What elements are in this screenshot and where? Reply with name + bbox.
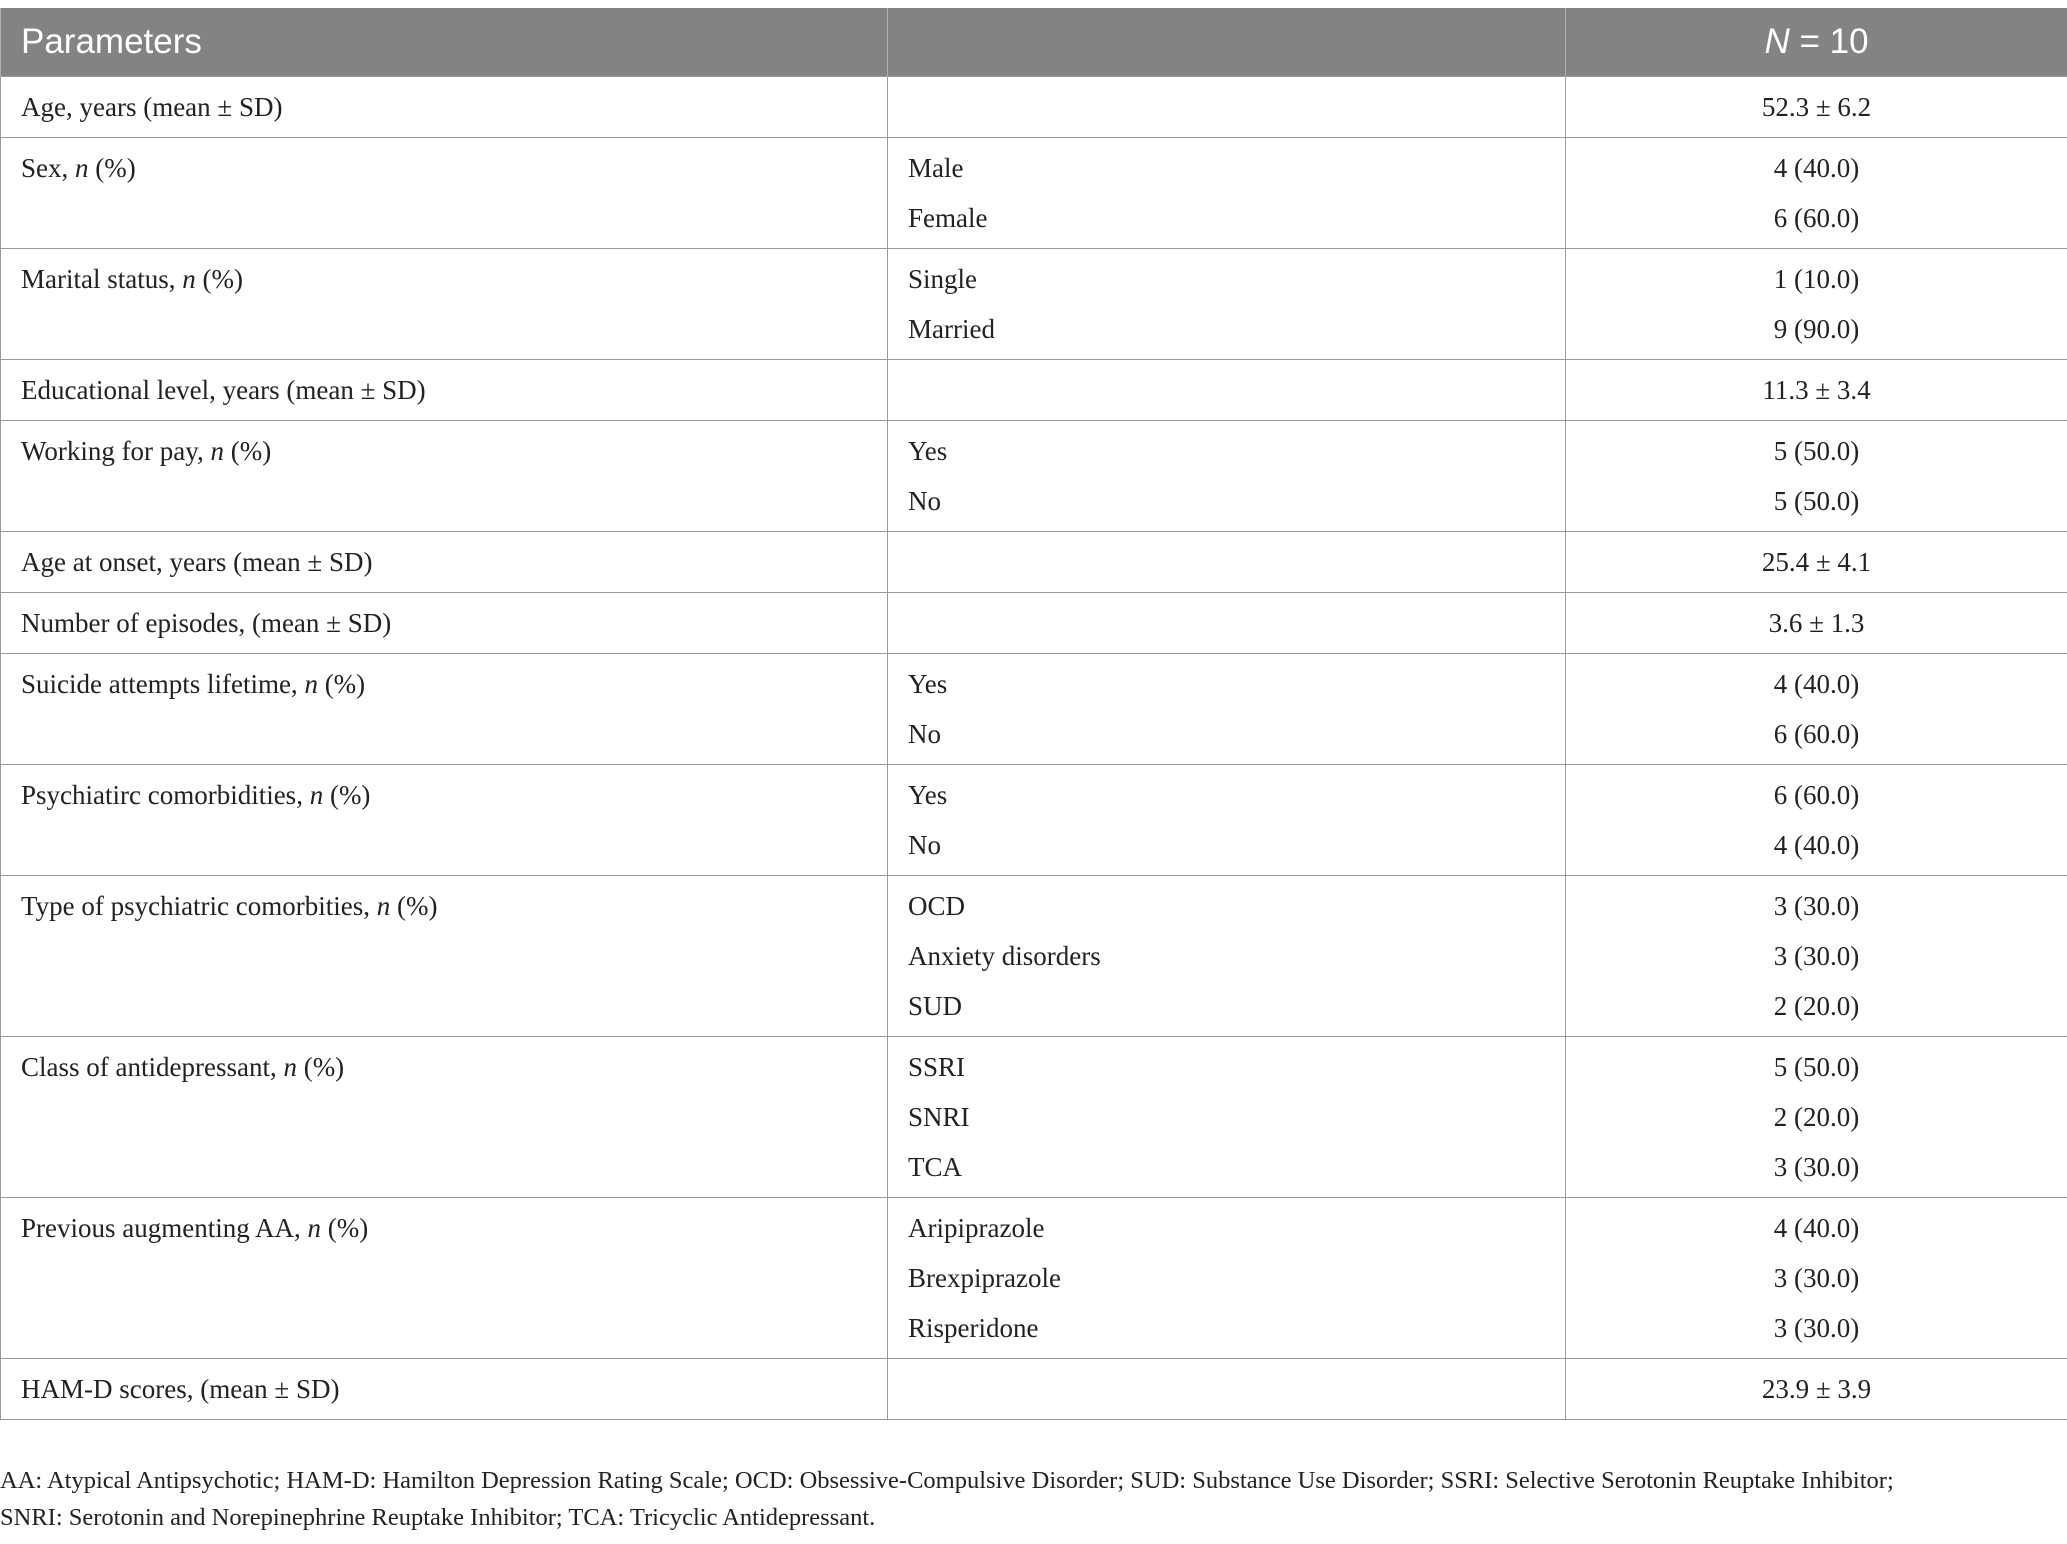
table-row bbox=[1, 875, 2067, 1036]
parameter-label bbox=[21, 593, 867, 653]
parameter-label-n: n bbox=[304, 668, 318, 699]
parameter-label bbox=[21, 532, 867, 592]
value-text: 4 (40.0) bbox=[1773, 1212, 1860, 1243]
category-label: Brexpiprazole bbox=[908, 1262, 1061, 1293]
parameter-label-n: n bbox=[283, 1051, 297, 1082]
parameter-label bbox=[21, 1359, 867, 1419]
parameter-label-unit: (%) bbox=[323, 779, 371, 810]
category-label: SSRI bbox=[908, 1051, 966, 1082]
category-cell bbox=[888, 592, 1566, 653]
parameter-label-unit: (%) bbox=[88, 152, 136, 183]
value-text: 5 (50.0) bbox=[1773, 1051, 1860, 1082]
parameter-cell bbox=[1, 76, 888, 137]
footnote-line-2: SNRI: Serotonin and Norepinephrine Reuptake Inhibitor; TCA: Tricyclic Antidepressant. bbox=[0, 1504, 876, 1531]
value-text: 9 (90.0) bbox=[1773, 313, 1860, 344]
table-body bbox=[1, 76, 2067, 1419]
category-label: Yes bbox=[908, 668, 948, 699]
parameter-label bbox=[21, 143, 867, 193]
footnote-line-1: AA: Atypical Antipsychotic; HAM-D: Hamilton Depression Rating Scale; OCD: Obsessive-Compulsive Disorder; SUD: Substance Use Disorder; SSRI: Selective Serotonin Reuptake Inhibitor; bbox=[0, 1467, 1894, 1494]
parameter-cell bbox=[1, 875, 888, 1036]
category-label: Anxiety disorders bbox=[908, 940, 1101, 971]
category-label: SNRI bbox=[908, 1101, 970, 1132]
category-cell bbox=[888, 420, 1566, 531]
parameter-label bbox=[21, 360, 867, 420]
category-label bbox=[908, 360, 1545, 420]
category-label: TCA bbox=[908, 1151, 962, 1182]
parameter-cell bbox=[1, 359, 888, 420]
parameter-label-text: Number of episodes, (mean ± SD) bbox=[21, 607, 392, 638]
parameter-cell bbox=[1, 1358, 888, 1419]
parameter-label-text: Suicide attempts lifetime, bbox=[21, 668, 305, 699]
header-n-value: = 10 bbox=[1799, 21, 1869, 61]
parameter-label-unit: (%) bbox=[195, 263, 243, 294]
category-label: Married bbox=[908, 313, 995, 344]
value-cell bbox=[1566, 420, 2067, 531]
value-cell bbox=[1566, 653, 2067, 764]
category-cell bbox=[888, 875, 1566, 1036]
header-sample-size bbox=[1566, 8, 2067, 76]
parameter-label-n: n bbox=[182, 263, 196, 294]
value-text: 52.3 ± 6.2 bbox=[1761, 91, 1872, 122]
value-cell bbox=[1566, 875, 2067, 1036]
parameter-label-n: n bbox=[75, 152, 89, 183]
parameter-label-unit: (%) bbox=[224, 435, 272, 466]
parameter-label-unit: (%) bbox=[317, 668, 366, 699]
parameter-label-unit: (%) bbox=[296, 1051, 345, 1082]
value-cell bbox=[1566, 531, 2067, 592]
category-label: Yes bbox=[908, 779, 948, 810]
header-n-label: N bbox=[1764, 21, 1790, 61]
category-label: Risperidone bbox=[908, 1312, 1039, 1343]
category-label: Yes bbox=[908, 435, 948, 466]
value-cell bbox=[1566, 359, 2067, 420]
category-cell bbox=[888, 359, 1566, 420]
category-label: No bbox=[908, 718, 941, 749]
parameter-label-n: n bbox=[376, 890, 391, 921]
parameter-label bbox=[21, 659, 867, 709]
value-text: 3 (30.0) bbox=[1773, 940, 1860, 971]
category-cell bbox=[888, 248, 1566, 359]
parameter-label bbox=[21, 77, 867, 137]
header-parameters: Parameters bbox=[1, 8, 888, 76]
category-cell bbox=[888, 653, 1566, 764]
table-row bbox=[1, 1036, 2067, 1197]
parameter-label-n: n bbox=[210, 435, 225, 466]
table-row bbox=[1, 592, 2067, 653]
category-cell bbox=[888, 76, 1566, 137]
category-label: Male bbox=[908, 152, 964, 183]
characteristics-table bbox=[0, 8, 2067, 1420]
table-row bbox=[1, 248, 2067, 359]
table-footnote bbox=[0, 1462, 2060, 1536]
parameter-label-text: Marital status, bbox=[21, 263, 183, 294]
parameter-label-text: Age, years (mean ± SD) bbox=[21, 91, 283, 122]
value-cell bbox=[1566, 1197, 2067, 1358]
category-label: No bbox=[908, 485, 941, 516]
parameter-cell bbox=[1, 764, 888, 875]
value-text: 2 (20.0) bbox=[1773, 990, 1860, 1021]
parameter-label-unit: (%) bbox=[390, 890, 438, 921]
value-cell bbox=[1566, 76, 2067, 137]
value-text: 25.4 ± 4.1 bbox=[1761, 546, 1872, 577]
category-label: Female bbox=[908, 202, 988, 233]
parameter-label-text: Class of antidepressant, bbox=[21, 1051, 284, 1082]
value-text: 3 (30.0) bbox=[1773, 890, 1860, 921]
table-row bbox=[1, 1197, 2067, 1358]
parameter-label-text: Working for pay, bbox=[21, 435, 211, 466]
value-text: 1 (10.0) bbox=[1773, 263, 1860, 294]
parameter-label-text: Age at onset, years (mean ± SD) bbox=[21, 546, 373, 577]
parameter-cell bbox=[1, 531, 888, 592]
category-label: Aripiprazole bbox=[908, 1212, 1045, 1243]
category-label: No bbox=[908, 829, 941, 860]
value-text: 5 (50.0) bbox=[1773, 485, 1860, 516]
parameter-label-text: Sex, bbox=[21, 152, 75, 183]
category-label bbox=[908, 593, 1545, 653]
value-text: 4 (40.0) bbox=[1773, 668, 1860, 699]
parameter-label-text: HAM-D scores, (mean ± SD) bbox=[21, 1373, 340, 1404]
table-row bbox=[1, 764, 2067, 875]
value-text: 4 (40.0) bbox=[1773, 829, 1860, 860]
parameter-cell bbox=[1, 248, 888, 359]
table-row bbox=[1, 137, 2067, 248]
category-label: SUD bbox=[908, 990, 963, 1021]
table-row bbox=[1, 1358, 2067, 1419]
parameter-label-text: Educational level, years (mean ± SD) bbox=[21, 374, 426, 405]
category-label: Single bbox=[908, 263, 978, 294]
value-text: 11.3 ± 3.4 bbox=[1762, 374, 1871, 405]
value-cell bbox=[1566, 764, 2067, 875]
value-cell bbox=[1566, 137, 2067, 248]
table-row bbox=[1, 420, 2067, 531]
value-text: 4 (40.0) bbox=[1773, 152, 1860, 183]
value-cell bbox=[1566, 592, 2067, 653]
parameter-label-text: Previous augmenting AA, bbox=[21, 1212, 308, 1243]
parameter-label bbox=[21, 426, 867, 476]
parameter-cell bbox=[1, 592, 888, 653]
value-text: 3 (30.0) bbox=[1773, 1151, 1860, 1182]
header-blank bbox=[888, 8, 1566, 76]
value-text: 2 (20.0) bbox=[1773, 1101, 1860, 1132]
parameter-cell bbox=[1, 1036, 888, 1197]
characteristics-table-container bbox=[0, 8, 2067, 1420]
parameter-label bbox=[21, 1042, 867, 1092]
category-label: OCD bbox=[908, 890, 966, 921]
parameter-cell bbox=[1, 1197, 888, 1358]
value-cell bbox=[1566, 1358, 2067, 1419]
category-label bbox=[908, 77, 1545, 137]
value-text: 3 (30.0) bbox=[1773, 1312, 1860, 1343]
category-cell bbox=[888, 1197, 1566, 1358]
parameter-label-text: Type of psychiatric comorbities, bbox=[21, 890, 377, 921]
table-header-row bbox=[1, 8, 2067, 76]
value-text: 5 (50.0) bbox=[1773, 435, 1860, 466]
parameter-cell bbox=[1, 653, 888, 764]
value-text: 3 (30.0) bbox=[1773, 1262, 1860, 1293]
table-row bbox=[1, 359, 2067, 420]
parameter-cell bbox=[1, 137, 888, 248]
parameter-label-text: Psychiatirc comorbidities, bbox=[21, 779, 310, 810]
value-text: 6 (60.0) bbox=[1773, 718, 1860, 749]
parameter-label-unit: (%) bbox=[320, 1212, 369, 1243]
category-cell bbox=[888, 764, 1566, 875]
value-text: 3.6 ± 1.3 bbox=[1768, 607, 1865, 638]
table-row bbox=[1, 531, 2067, 592]
category-label bbox=[908, 1359, 1545, 1419]
value-text: 23.9 ± 3.9 bbox=[1761, 1373, 1872, 1404]
category-cell bbox=[888, 1358, 1566, 1419]
parameter-label bbox=[21, 254, 867, 304]
parameter-cell bbox=[1, 420, 888, 531]
value-cell bbox=[1566, 1036, 2067, 1197]
parameter-label bbox=[21, 1203, 867, 1253]
table-row bbox=[1, 76, 2067, 137]
parameter-label-n: n bbox=[309, 779, 324, 810]
category-cell bbox=[888, 137, 1566, 248]
value-text: 6 (60.0) bbox=[1773, 202, 1860, 233]
parameter-label bbox=[21, 881, 867, 931]
value-cell bbox=[1566, 248, 2067, 359]
parameter-label bbox=[21, 770, 867, 820]
category-label bbox=[908, 532, 1545, 592]
category-cell bbox=[888, 531, 1566, 592]
category-cell bbox=[888, 1036, 1566, 1197]
value-text: 6 (60.0) bbox=[1773, 779, 1860, 810]
table-row bbox=[1, 653, 2067, 764]
parameter-label-n: n bbox=[307, 1212, 321, 1243]
